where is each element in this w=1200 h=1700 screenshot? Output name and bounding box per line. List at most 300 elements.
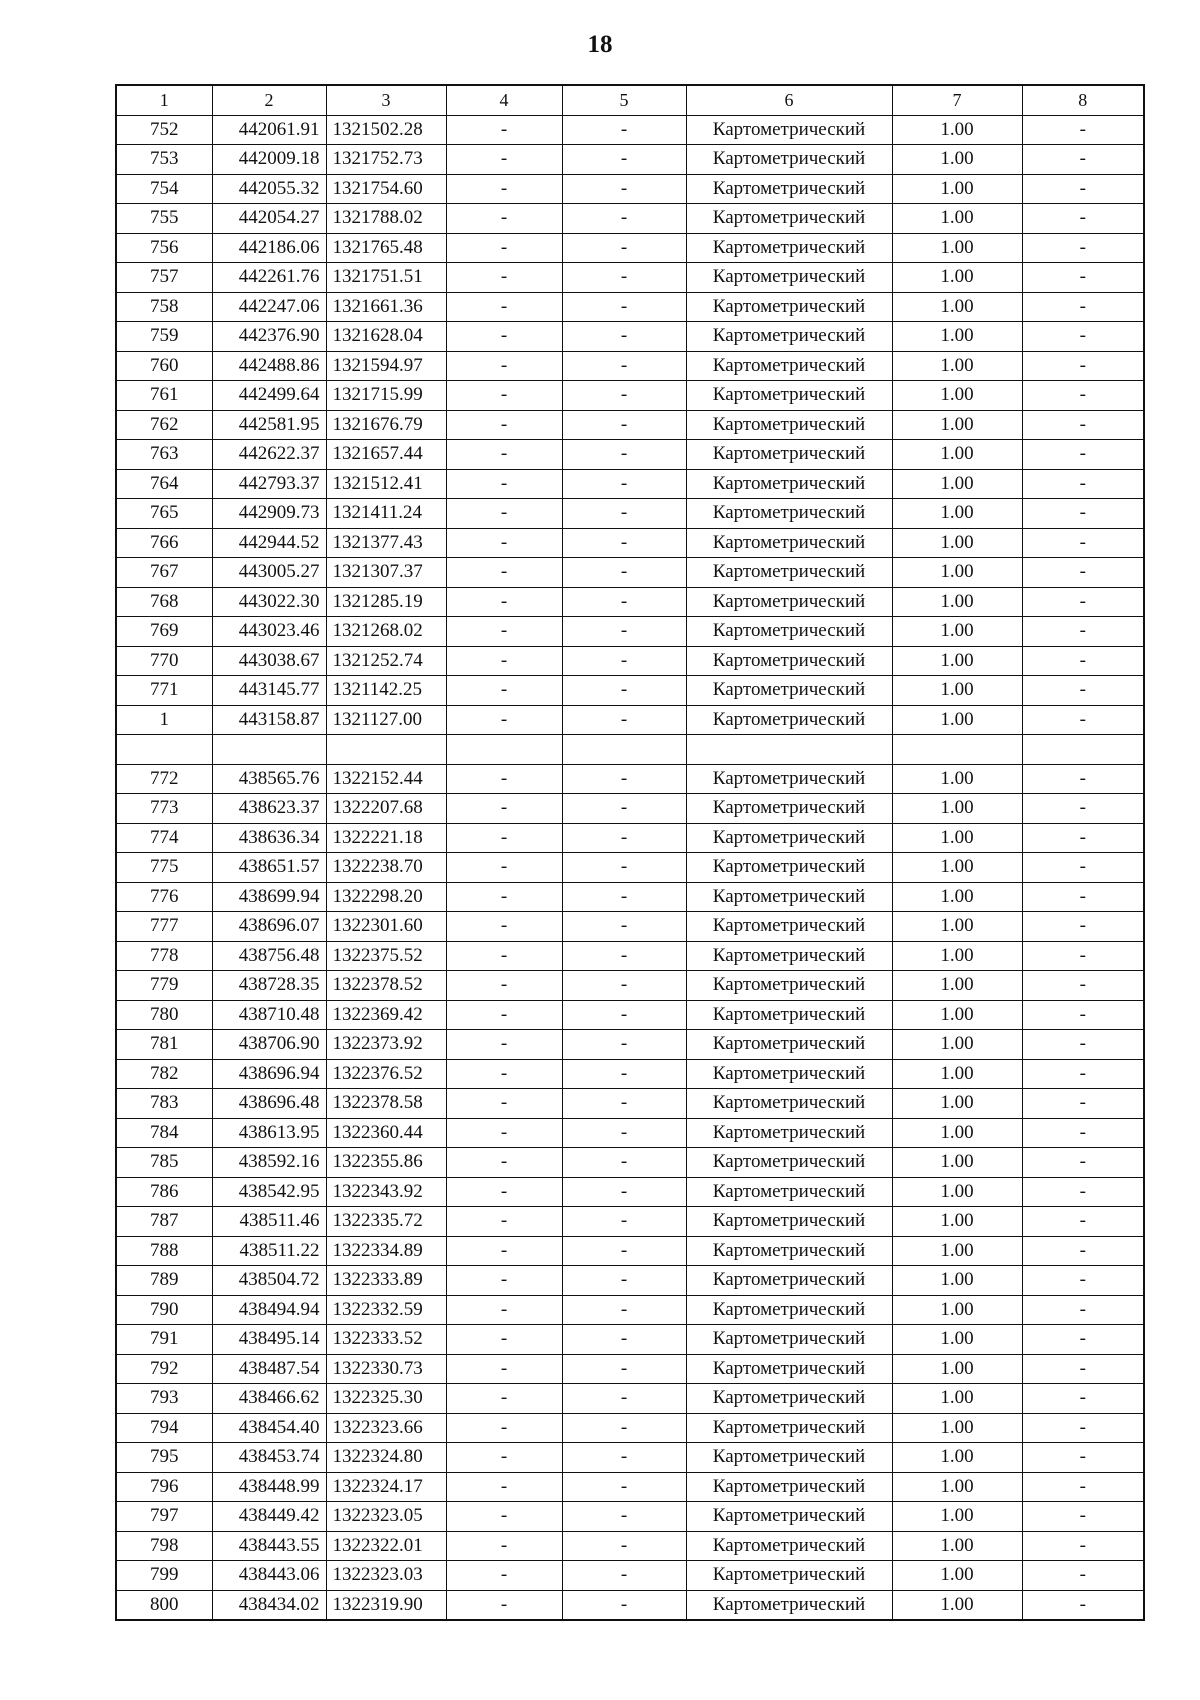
col-4-cell: -: [446, 676, 562, 706]
y-coordinate-cell: [326, 735, 446, 765]
point-number-cell: 778: [116, 941, 212, 971]
col-8-cell: -: [1022, 587, 1144, 617]
method-cell: Картометрический: [686, 351, 892, 381]
col-8-cell: -: [1022, 823, 1144, 853]
coordinates-table: [115, 84, 1145, 1621]
y-coordinate-cell: 1321411.24: [326, 499, 446, 529]
x-coordinate-cell: 438443.55: [212, 1531, 326, 1561]
col-4-cell: -: [446, 1354, 562, 1384]
col-4-cell: -: [446, 971, 562, 1001]
method-cell: Картометрический: [686, 1413, 892, 1443]
method-cell: Картометрический: [686, 1000, 892, 1030]
column-header-7: 7: [892, 85, 1022, 115]
col-4-cell: -: [446, 882, 562, 912]
col-8-cell: -: [1022, 1000, 1144, 1030]
accuracy-cell: 1.00: [892, 853, 1022, 883]
accuracy-cell: 1.00: [892, 1236, 1022, 1266]
col-8-cell: -: [1022, 469, 1144, 499]
accuracy-cell: 1.00: [892, 263, 1022, 293]
table-row: [116, 1561, 1144, 1591]
y-coordinate-cell: 1322378.52: [326, 971, 446, 1001]
accuracy-cell: 1.00: [892, 705, 1022, 735]
accuracy-cell: 1.00: [892, 528, 1022, 558]
table-row: [116, 174, 1144, 204]
col-4-cell: -: [446, 1472, 562, 1502]
col-8-cell: -: [1022, 1266, 1144, 1296]
point-number-cell: 1: [116, 705, 212, 735]
x-coordinate-cell: 438542.95: [212, 1177, 326, 1207]
method-cell: Картометрический: [686, 1325, 892, 1355]
col-8-cell: -: [1022, 233, 1144, 263]
x-coordinate-cell: 438487.54: [212, 1354, 326, 1384]
col-5-cell: -: [562, 587, 686, 617]
col-5-cell: -: [562, 469, 686, 499]
col-4-cell: -: [446, 1295, 562, 1325]
table-row: [116, 1089, 1144, 1119]
table-row: [116, 381, 1144, 411]
col-4-cell: -: [446, 1118, 562, 1148]
col-5-cell: -: [562, 1177, 686, 1207]
accuracy-cell: 1.00: [892, 174, 1022, 204]
method-cell: Картометрический: [686, 1531, 892, 1561]
table-row: [116, 204, 1144, 234]
col-8-cell: -: [1022, 1295, 1144, 1325]
method-cell: Картометрический: [686, 1030, 892, 1060]
col-8-cell: -: [1022, 1354, 1144, 1384]
col-4-cell: -: [446, 410, 562, 440]
method-cell: Картометрический: [686, 1354, 892, 1384]
y-coordinate-cell: 1321676.79: [326, 410, 446, 440]
col-8-cell: -: [1022, 1207, 1144, 1237]
accuracy-cell: 1.00: [892, 646, 1022, 676]
point-number-cell: 758: [116, 292, 212, 322]
x-coordinate-cell: 438495.14: [212, 1325, 326, 1355]
col-8-cell: -: [1022, 882, 1144, 912]
accuracy-cell: 1.00: [892, 1089, 1022, 1119]
col-8-cell: -: [1022, 263, 1144, 293]
point-number-cell: 794: [116, 1413, 212, 1443]
col-5-cell: -: [562, 1502, 686, 1532]
accuracy-cell: 1.00: [892, 1590, 1022, 1620]
table-header-row: [116, 85, 1144, 115]
col-5-cell: -: [562, 676, 686, 706]
method-cell: Картометрический: [686, 263, 892, 293]
point-number-cell: 796: [116, 1472, 212, 1502]
col-5-cell: -: [562, 440, 686, 470]
col-8-cell: -: [1022, 528, 1144, 558]
x-coordinate-cell: 442581.95: [212, 410, 326, 440]
table-row: [116, 1266, 1144, 1296]
accuracy-cell: 1.00: [892, 1413, 1022, 1443]
col-8-cell: -: [1022, 1590, 1144, 1620]
accuracy-cell: 1.00: [892, 1177, 1022, 1207]
accuracy-cell: 1.00: [892, 558, 1022, 588]
method-cell: Картометрический: [686, 912, 892, 942]
x-coordinate-cell: [212, 735, 326, 765]
method-cell: Картометрический: [686, 528, 892, 558]
y-coordinate-cell: 1322323.66: [326, 1413, 446, 1443]
table-row: [116, 587, 1144, 617]
col-5-cell: -: [562, 1000, 686, 1030]
col-8-cell: [1022, 735, 1144, 765]
col-5-cell: -: [562, 882, 686, 912]
col-8-cell: -: [1022, 1413, 1144, 1443]
col-4-cell: -: [446, 499, 562, 529]
col-5-cell: -: [562, 174, 686, 204]
table-row: [116, 440, 1144, 470]
accuracy-cell: 1.00: [892, 1561, 1022, 1591]
y-coordinate-cell: 1321502.28: [326, 115, 446, 145]
point-number-cell: 784: [116, 1118, 212, 1148]
y-coordinate-cell: 1322360.44: [326, 1118, 446, 1148]
col-5-cell: -: [562, 853, 686, 883]
point-number-cell: 776: [116, 882, 212, 912]
table-row: [116, 941, 1144, 971]
table-row: [116, 410, 1144, 440]
accuracy-cell: 1.00: [892, 115, 1022, 145]
point-number-cell: 768: [116, 587, 212, 617]
accuracy-cell: 1.00: [892, 381, 1022, 411]
table-row: [116, 322, 1144, 352]
point-number-cell: 755: [116, 204, 212, 234]
col-5-cell: -: [562, 1325, 686, 1355]
x-coordinate-cell: 438636.34: [212, 823, 326, 853]
table-row: [116, 1118, 1144, 1148]
point-number-cell: 800: [116, 1590, 212, 1620]
accuracy-cell: 1.00: [892, 1502, 1022, 1532]
accuracy-cell: 1.00: [892, 1148, 1022, 1178]
col-8-cell: -: [1022, 941, 1144, 971]
col-8-cell: -: [1022, 617, 1144, 647]
y-coordinate-cell: 1321657.44: [326, 440, 446, 470]
method-cell: Картометрический: [686, 1502, 892, 1532]
column-header-1: 1: [116, 85, 212, 115]
col-4-cell: -: [446, 322, 562, 352]
col-4-cell: -: [446, 204, 562, 234]
point-number-cell: 787: [116, 1207, 212, 1237]
accuracy-cell: 1.00: [892, 292, 1022, 322]
table-row: [116, 764, 1144, 794]
col-5-cell: -: [562, 1384, 686, 1414]
method-cell: Картометрический: [686, 1177, 892, 1207]
table-row: [116, 145, 1144, 175]
method-cell: Картометрический: [686, 1089, 892, 1119]
table-row: [116, 1531, 1144, 1561]
point-number-cell: 764: [116, 469, 212, 499]
y-coordinate-cell: 1322221.18: [326, 823, 446, 853]
method-cell: Картометрический: [686, 381, 892, 411]
point-number-cell: 769: [116, 617, 212, 647]
table-row: [116, 1177, 1144, 1207]
point-number-cell: 753: [116, 145, 212, 175]
method-cell: Картометрический: [686, 853, 892, 883]
col-5-cell: -: [562, 1266, 686, 1296]
table-row: [116, 1443, 1144, 1473]
x-coordinate-cell: 443158.87: [212, 705, 326, 735]
y-coordinate-cell: 1321377.43: [326, 528, 446, 558]
col-5-cell: -: [562, 558, 686, 588]
y-coordinate-cell: 1322376.52: [326, 1059, 446, 1089]
method-cell: Картометрический: [686, 1295, 892, 1325]
x-coordinate-cell: 438756.48: [212, 941, 326, 971]
col-4-cell: -: [446, 233, 562, 263]
point-number-cell: 765: [116, 499, 212, 529]
accuracy-cell: 1.00: [892, 1030, 1022, 1060]
col-5-cell: -: [562, 528, 686, 558]
point-number-cell: 759: [116, 322, 212, 352]
col-4-cell: -: [446, 587, 562, 617]
y-coordinate-cell: 1322334.89: [326, 1236, 446, 1266]
table-body: [116, 85, 1144, 1620]
point-number-cell: 791: [116, 1325, 212, 1355]
col-4-cell: -: [446, 1325, 562, 1355]
col-8-cell: -: [1022, 1236, 1144, 1266]
x-coordinate-cell: 442499.64: [212, 381, 326, 411]
accuracy-cell: 1.00: [892, 941, 1022, 971]
col-5-cell: -: [562, 1561, 686, 1591]
accuracy-cell: 1.00: [892, 971, 1022, 1001]
y-coordinate-cell: 1321715.99: [326, 381, 446, 411]
x-coordinate-cell: 438453.74: [212, 1443, 326, 1473]
table-row: [116, 1472, 1144, 1502]
x-coordinate-cell: 438623.37: [212, 794, 326, 824]
y-coordinate-cell: 1322301.60: [326, 912, 446, 942]
point-number-cell: 781: [116, 1030, 212, 1060]
x-coordinate-cell: 443023.46: [212, 617, 326, 647]
col-4-cell: -: [446, 1089, 562, 1119]
col-4-cell: -: [446, 528, 562, 558]
table-row: [116, 882, 1144, 912]
y-coordinate-cell: 1322343.92: [326, 1177, 446, 1207]
y-coordinate-cell: 1321142.25: [326, 676, 446, 706]
method-cell: Картометрический: [686, 1236, 892, 1266]
x-coordinate-cell: 438443.06: [212, 1561, 326, 1591]
point-number-cell: 792: [116, 1354, 212, 1384]
point-number-cell: 761: [116, 381, 212, 411]
col-5-cell: -: [562, 381, 686, 411]
col-5-cell: -: [562, 912, 686, 942]
col-4-cell: -: [446, 1059, 562, 1089]
method-cell: Картометрический: [686, 823, 892, 853]
method-cell: Картометрический: [686, 145, 892, 175]
col-8-cell: -: [1022, 204, 1144, 234]
accuracy-cell: 1.00: [892, 1295, 1022, 1325]
col-5-cell: -: [562, 941, 686, 971]
accuracy-cell: 1.00: [892, 440, 1022, 470]
y-coordinate-cell: 1321765.48: [326, 233, 446, 263]
point-number-cell: 788: [116, 1236, 212, 1266]
col-5-cell: -: [562, 263, 686, 293]
col-5-cell: -: [562, 971, 686, 1001]
method-cell: Картометрический: [686, 410, 892, 440]
col-4-cell: -: [446, 646, 562, 676]
column-header-8: 8: [1022, 85, 1144, 115]
col-5-cell: -: [562, 823, 686, 853]
col-4-cell: -: [446, 1413, 562, 1443]
page-number: 18: [587, 31, 613, 58]
method-cell: Картометрический: [686, 322, 892, 352]
method-cell: Картометрический: [686, 882, 892, 912]
table-row: [116, 1000, 1144, 1030]
col-4-cell: -: [446, 1148, 562, 1178]
method-cell: Картометрический: [686, 646, 892, 676]
y-coordinate-cell: 1322323.03: [326, 1561, 446, 1591]
col-8-cell: -: [1022, 292, 1144, 322]
x-coordinate-cell: 438511.22: [212, 1236, 326, 1266]
accuracy-cell: 1.00: [892, 587, 1022, 617]
col-8-cell: -: [1022, 1384, 1144, 1414]
col-5-cell: -: [562, 233, 686, 263]
col-8-cell: -: [1022, 1118, 1144, 1148]
point-number-cell: 782: [116, 1059, 212, 1089]
accuracy-cell: 1.00: [892, 617, 1022, 647]
col-4-cell: -: [446, 617, 562, 647]
col-5-cell: -: [562, 646, 686, 676]
col-5-cell: -: [562, 410, 686, 440]
table-row: [116, 1207, 1144, 1237]
method-cell: Картометрический: [686, 292, 892, 322]
y-coordinate-cell: 1321285.19: [326, 587, 446, 617]
y-coordinate-cell: 1321751.51: [326, 263, 446, 293]
point-number-cell: 754: [116, 174, 212, 204]
y-coordinate-cell: 1321252.74: [326, 646, 446, 676]
col-4-cell: -: [446, 912, 562, 942]
point-number-cell: 786: [116, 1177, 212, 1207]
x-coordinate-cell: 443005.27: [212, 558, 326, 588]
col-8-cell: -: [1022, 1089, 1144, 1119]
table-row: [116, 558, 1144, 588]
y-coordinate-cell: 1322323.05: [326, 1502, 446, 1532]
x-coordinate-cell: 438696.07: [212, 912, 326, 942]
x-coordinate-cell: 443022.30: [212, 587, 326, 617]
accuracy-cell: 1.00: [892, 1531, 1022, 1561]
col-8-cell: -: [1022, 705, 1144, 735]
method-cell: Картометрический: [686, 469, 892, 499]
method-cell: Картометрический: [686, 204, 892, 234]
table-row: [116, 853, 1144, 883]
x-coordinate-cell: 438728.35: [212, 971, 326, 1001]
col-5-cell: -: [562, 1354, 686, 1384]
point-number-cell: 790: [116, 1295, 212, 1325]
method-cell: Картометрический: [686, 764, 892, 794]
point-number-cell: 762: [116, 410, 212, 440]
table-row: [116, 646, 1144, 676]
accuracy-cell: 1.00: [892, 1266, 1022, 1296]
table-row: [116, 1295, 1144, 1325]
col-8-cell: -: [1022, 971, 1144, 1001]
x-coordinate-cell: 438448.99: [212, 1472, 326, 1502]
point-number-cell: 793: [116, 1384, 212, 1414]
y-coordinate-cell: 1322325.30: [326, 1384, 446, 1414]
method-cell: Картометрический: [686, 794, 892, 824]
col-5-cell: -: [562, 1236, 686, 1266]
point-number-cell: [116, 735, 212, 765]
col-5-cell: -: [562, 499, 686, 529]
accuracy-cell: 1.00: [892, 322, 1022, 352]
y-coordinate-cell: 1321268.02: [326, 617, 446, 647]
col-8-cell: -: [1022, 1472, 1144, 1502]
method-cell: Картометрический: [686, 941, 892, 971]
y-coordinate-cell: 1321307.37: [326, 558, 446, 588]
col-4-cell: -: [446, 853, 562, 883]
table-row: [116, 912, 1144, 942]
y-coordinate-cell: 1322333.52: [326, 1325, 446, 1355]
column-header-5: 5: [562, 85, 686, 115]
col-4-cell: -: [446, 115, 562, 145]
table-row: [116, 1236, 1144, 1266]
col-4-cell: -: [446, 558, 562, 588]
col-4-cell: -: [446, 1531, 562, 1561]
col-8-cell: -: [1022, 558, 1144, 588]
method-cell: Картометрический: [686, 1561, 892, 1591]
col-8-cell: -: [1022, 381, 1144, 411]
accuracy-cell: 1.00: [892, 233, 1022, 263]
col-4-cell: -: [446, 823, 562, 853]
accuracy-cell: 1.00: [892, 1472, 1022, 1502]
point-number-cell: 757: [116, 263, 212, 293]
col-5-cell: -: [562, 351, 686, 381]
col-8-cell: -: [1022, 174, 1144, 204]
col-8-cell: -: [1022, 351, 1144, 381]
col-8-cell: -: [1022, 646, 1144, 676]
col-8-cell: -: [1022, 794, 1144, 824]
accuracy-cell: 1.00: [892, 1059, 1022, 1089]
col-8-cell: -: [1022, 1561, 1144, 1591]
point-number-cell: 772: [116, 764, 212, 794]
col-8-cell: -: [1022, 1177, 1144, 1207]
col-8-cell: -: [1022, 853, 1144, 883]
col-5-cell: -: [562, 322, 686, 352]
method-cell: Картометрический: [686, 1472, 892, 1502]
table-row: [116, 1030, 1144, 1060]
col-4-cell: -: [446, 440, 562, 470]
accuracy-cell: 1.00: [892, 1443, 1022, 1473]
accuracy-cell: 1.00: [892, 1384, 1022, 1414]
method-cell: Картометрический: [686, 1384, 892, 1414]
x-coordinate-cell: 438454.40: [212, 1413, 326, 1443]
point-number-cell: 779: [116, 971, 212, 1001]
y-coordinate-cell: 1322298.20: [326, 882, 446, 912]
accuracy-cell: 1.00: [892, 676, 1022, 706]
accuracy-cell: 1.00: [892, 794, 1022, 824]
x-coordinate-cell: 438706.90: [212, 1030, 326, 1060]
y-coordinate-cell: 1322333.89: [326, 1266, 446, 1296]
col-4-cell: -: [446, 381, 562, 411]
table-row: [116, 1325, 1144, 1355]
y-coordinate-cell: 1321788.02: [326, 204, 446, 234]
col-8-cell: -: [1022, 1531, 1144, 1561]
accuracy-cell: 1.00: [892, 1207, 1022, 1237]
column-header-4: 4: [446, 85, 562, 115]
y-coordinate-cell: 1322322.01: [326, 1531, 446, 1561]
x-coordinate-cell: 438434.02: [212, 1590, 326, 1620]
y-coordinate-cell: 1322355.86: [326, 1148, 446, 1178]
y-coordinate-cell: 1322207.68: [326, 794, 446, 824]
x-coordinate-cell: 438565.76: [212, 764, 326, 794]
x-coordinate-cell: 438494.94: [212, 1295, 326, 1325]
x-coordinate-cell: 438504.72: [212, 1266, 326, 1296]
col-8-cell: -: [1022, 322, 1144, 352]
point-number-cell: 773: [116, 794, 212, 824]
method-cell: Картометрический: [686, 558, 892, 588]
point-number-cell: 775: [116, 853, 212, 883]
point-number-cell: 752: [116, 115, 212, 145]
x-coordinate-cell: 442909.73: [212, 499, 326, 529]
x-coordinate-cell: 438613.95: [212, 1118, 326, 1148]
accuracy-cell: 1.00: [892, 1000, 1022, 1030]
method-cell: Картометрический: [686, 440, 892, 470]
table-row: [116, 1148, 1144, 1178]
